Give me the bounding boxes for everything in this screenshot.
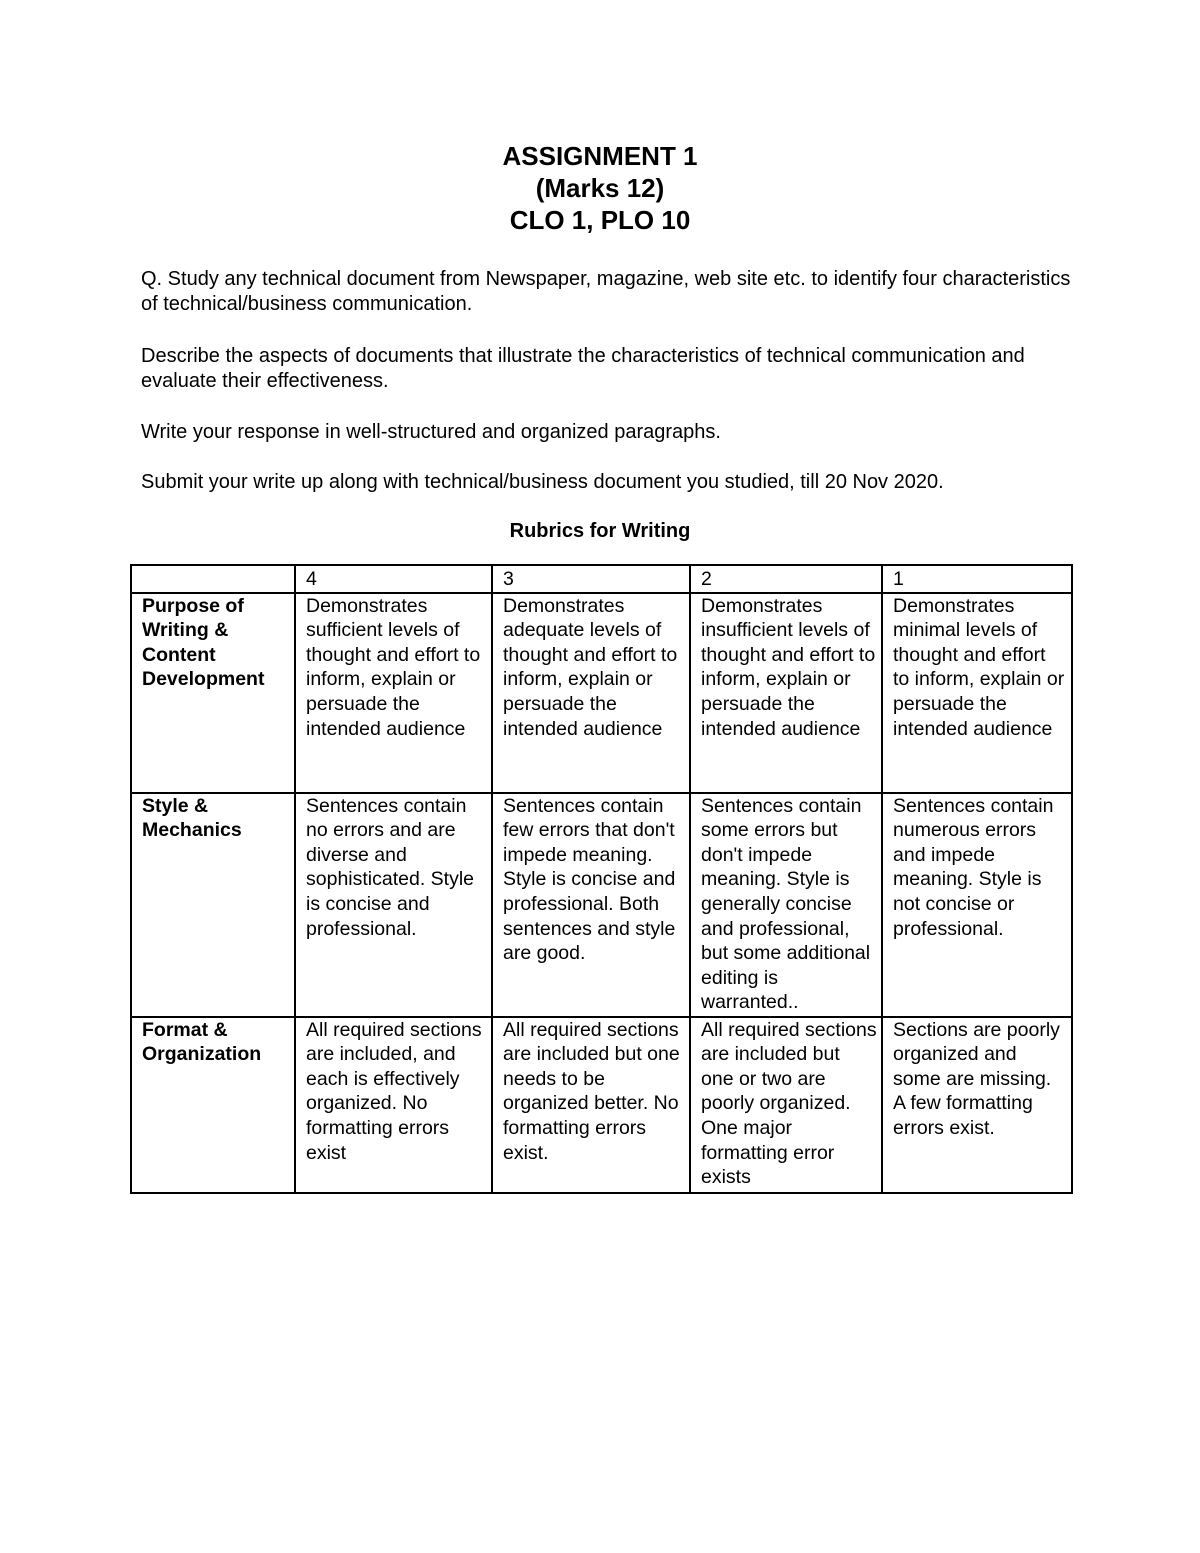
rubric-cell: Demonstrates insufficient levels of thought and effort to inform, explain or persuade the intended audience (690, 593, 882, 793)
rubric-row (131, 593, 1072, 793)
criterion-cell: Style & Mechanics (131, 793, 295, 1017)
rubric-header-row (131, 565, 1072, 593)
rubric-cell: All required sections are included, and each is effectively organized. No formatting errors exist (295, 1017, 492, 1193)
describe-paragraph: Describe the aspects of documents that illustrate the characteristics of technical communication and evaluate their effectiveness. (141, 345, 1025, 392)
rubric-cell: Demonstrates sufficient levels of thought and effort to inform, explain or persuade the intended audience (295, 593, 492, 793)
rubric-corner-cell (131, 565, 295, 593)
criterion-cell: Format & Organization (131, 1017, 295, 1193)
question-paragraph: Q. Study any technical document from Newspaper, magazine, web site etc. to identify four characteristics of technical/business communication. (141, 268, 1071, 315)
rubric-cell: Sections are poorly organized and some are missing. A few formatting errors exist. (882, 1017, 1072, 1193)
rubric-cell: All required sections are included but one needs to be organized better. No formatting errors exist. (492, 1017, 690, 1193)
rubric-cell: Sentences contain no errors and are diverse and sophisticated. Style is concise and professional. (295, 793, 492, 1017)
rubric-cell: Demonstrates minimal levels of thought and effort to inform, explain or persuade the intended audience (882, 593, 1072, 793)
score-header: 3 (492, 565, 690, 593)
rubric-cell: Sentences contain few errors that don't impede meaning. Style is concise and professional. Both sentences and style are good. (492, 793, 690, 1017)
score-header: 2 (690, 565, 882, 593)
marks-line: (Marks 12) (535, 173, 665, 203)
write-paragraph: Write your response in well-structured and organized paragraphs. (141, 421, 721, 443)
rubric-table (130, 564, 1073, 1194)
title-block (0, 140, 1200, 236)
score-header: 1 (882, 565, 1072, 593)
rubric-cell: Sentences contain numerous errors and impede meaning. Style is not concise or professional. (882, 793, 1072, 1017)
rubric-cell: All required sections are included but one or two are poorly organized. One major formatting error exists (690, 1017, 882, 1193)
outcomes-line: CLO 1, PLO 10 (509, 205, 691, 235)
rubric-cell: Sentences contain some errors but don't impede meaning. Style is generally concise and professional, but some additional editing is warranted.. (690, 793, 882, 1017)
criterion-cell: Purpose of Writing & Content Development (131, 593, 295, 793)
submit-paragraph: Submit your write up along with technical/business document you studied, till 20 Nov 2020. (141, 471, 944, 493)
rubric-row (131, 1017, 1072, 1193)
rubric-row (131, 793, 1072, 1017)
rubric-cell: Demonstrates adequate levels of thought and effort to inform, explain or persuade the intended audience (492, 593, 690, 793)
assignment-title: ASSIGNMENT 1 (502, 141, 698, 171)
rubric-title: Rubrics for Writing (509, 520, 691, 542)
score-header: 4 (295, 565, 492, 593)
